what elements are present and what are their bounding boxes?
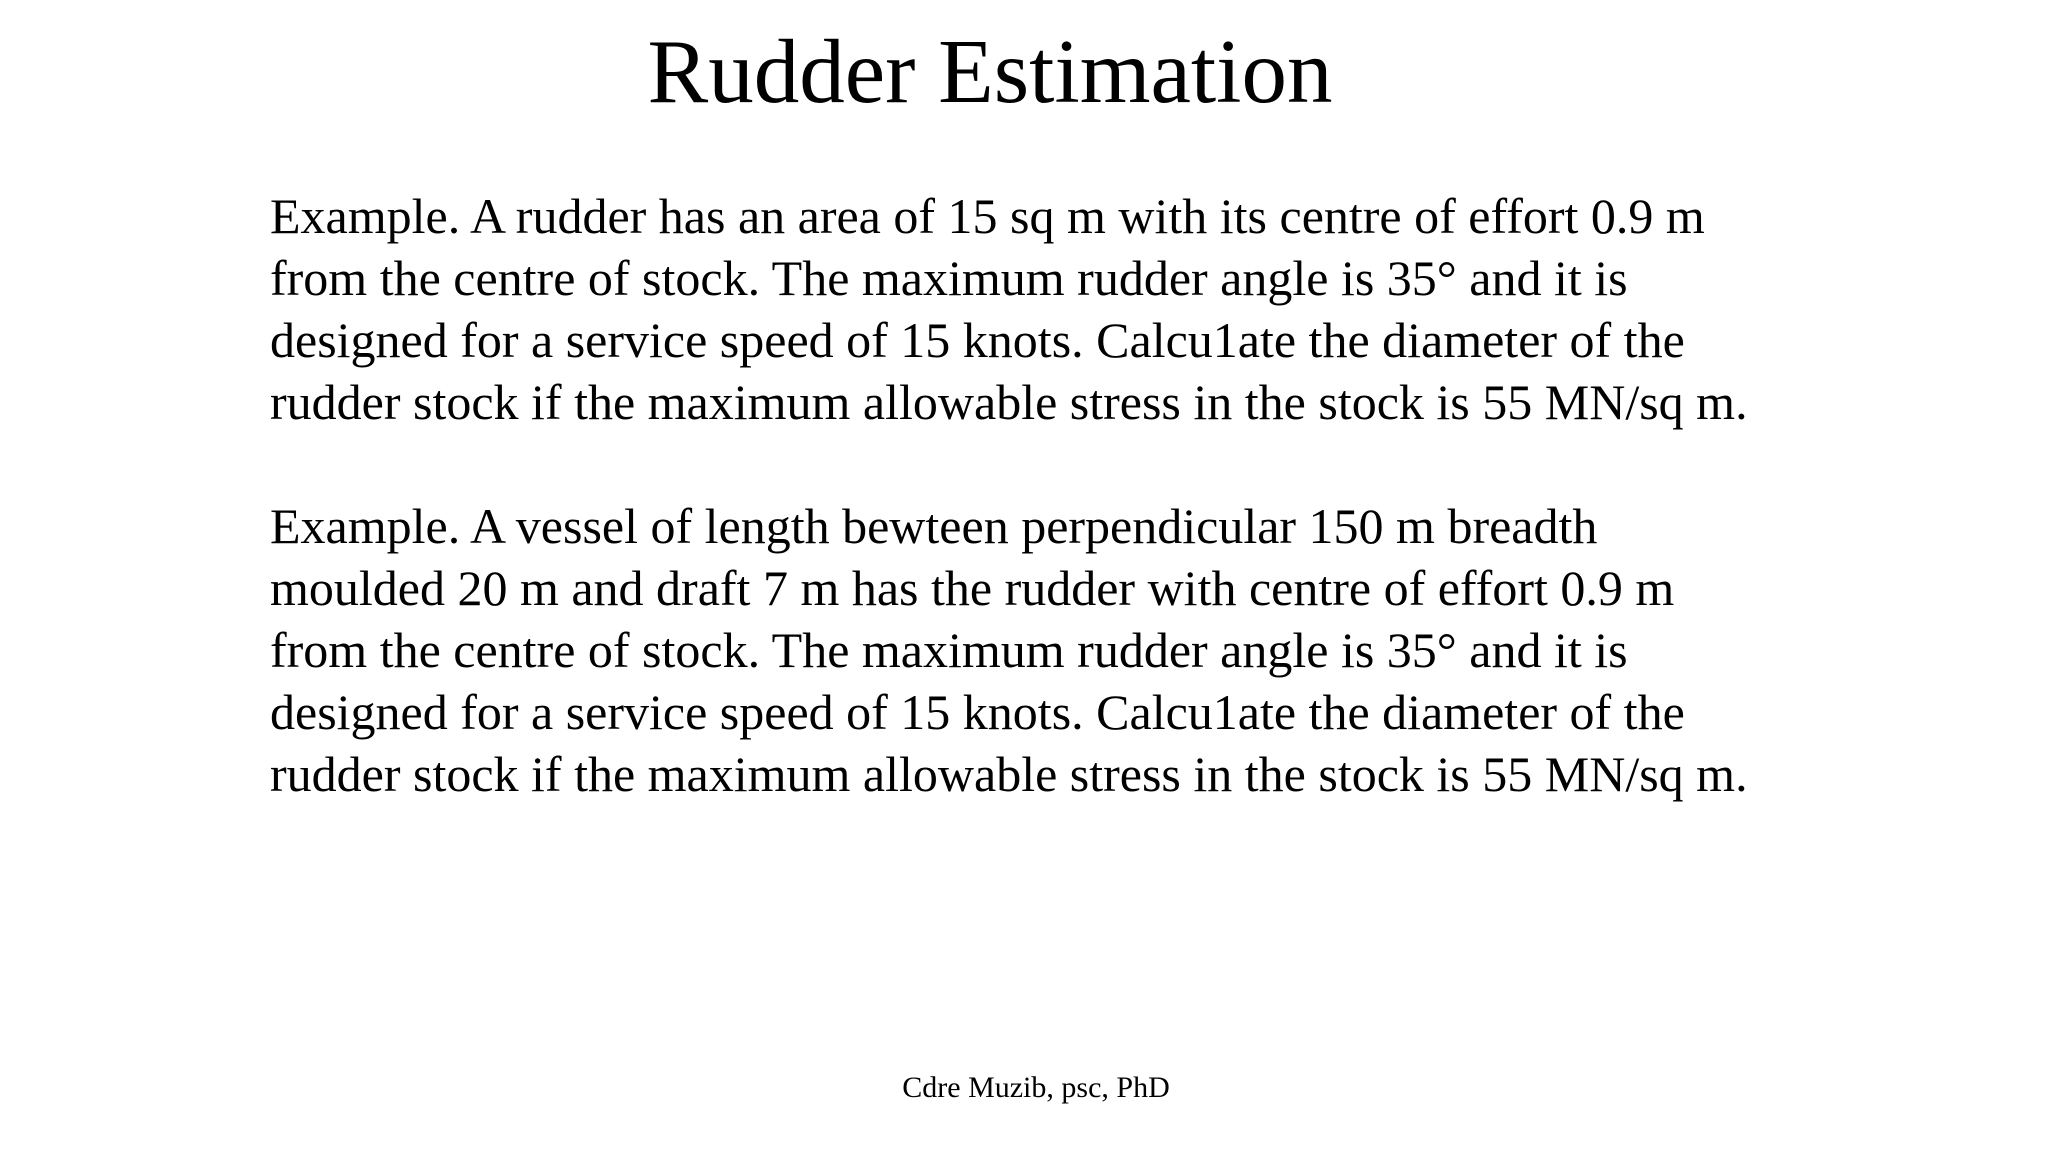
slide-footer: Cdre Muzib, psc, PhD xyxy=(902,1071,1170,1104)
text-line: rudder stock if the maximum allowable stress in the stock is 55 MN/sq m. xyxy=(270,746,1748,802)
text-line: designed for a service speed of 15 knots. Calcu1ate the diameter of the xyxy=(270,312,1685,368)
slide-title: Rudder Estimation xyxy=(647,21,1333,122)
text-line: rudder stock if the maximum allowable stress in the stock is 55 MN/sq m. xyxy=(270,374,1748,430)
text-line: moulded 20 m and draft 7 m has the rudder with centre of effort 0.9 m xyxy=(270,560,1675,616)
text-line: designed for a service speed of 15 knots. Calcu1ate the diameter of the xyxy=(270,684,1685,740)
text-line: from the centre of stock. The maximum rudder angle is 35° and it is xyxy=(270,250,1628,306)
example-paragraph-1 xyxy=(270,185,1810,433)
text-line: Example. A rudder has an area of 15 sq m with its centre of effort 0.9 m xyxy=(270,188,1705,244)
example-paragraph-2 xyxy=(270,495,1810,805)
text-line: Example. A vessel of length bewteen perpendicular 150 m breadth xyxy=(270,498,1598,554)
paragraph-gap xyxy=(270,433,1810,495)
text-line: from the centre of stock. The maximum rudder angle is 35° and it is xyxy=(270,622,1628,678)
slide-body xyxy=(270,185,1810,805)
